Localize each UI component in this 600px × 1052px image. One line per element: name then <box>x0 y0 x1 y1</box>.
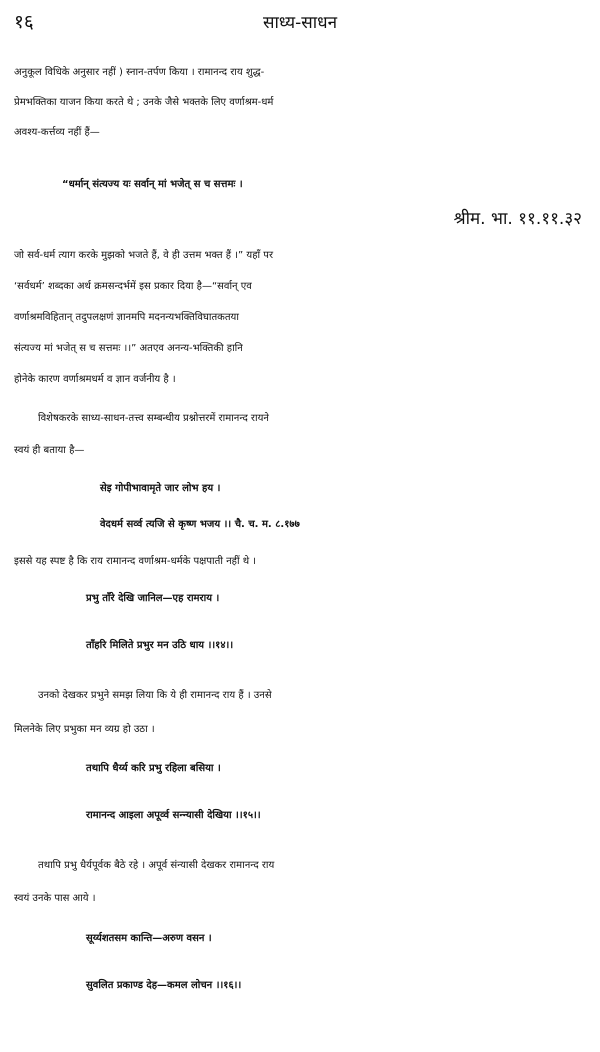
bengali-verse: सेइ गोपीभावामृते जार लोभ हय । <box>100 483 221 494</box>
text-line: इससे यह स्पष्ट है कि राय रामानन्द वर्णाश्रम-धर्मके पक्षपाती नहीं थे । <box>14 556 257 567</box>
text-line: मिलनेके लिए प्रभुका मन व्यग्र हो उठा । <box>14 724 155 735</box>
bengali-verse-large: ताँहरि मिलिते प्रभुर मन उठि धाय ।।१४।। <box>86 640 234 651</box>
text-line: उनको देखकर प्रभुने समझ लिया कि ये ही रामानन्द राय हैं । उनसे <box>38 690 272 701</box>
text-line: जो सर्व-धर्म त्याग करके मुझको भजते हैं, वे ही उत्तम भक्त हैं ।” यहाँ पर <box>14 250 274 261</box>
bengali-verse-large: तथापि धैर्य्य करि प्रभु रहिला बसिया । <box>86 763 221 774</box>
bengali-verse-large: प्रभु ताँरे देखि जानिल—एह रामराय । <box>86 593 220 604</box>
text-line: वर्णाश्रमविहितान् तदुपलक्षणं ज्ञानमपि मदनन्यभक्तिविघातकतया <box>14 312 239 323</box>
verse-citation: श्रीम. भा. ११.११.३२ <box>453 209 582 229</box>
running-title: साध्य-साधन <box>262 13 338 33</box>
text-line: अवश्य-कर्त्तव्य नहीं हैं— <box>14 127 100 138</box>
text-line: प्रेमभक्तिका याजन किया करते थे ; उनके जैसे भक्तके लिए वर्णाश्रम-धर्म <box>14 97 274 108</box>
text-line: ‘सर्वधर्म’ शब्दका अर्थ क्रमसन्दर्भमें इस प्रकार दिया है—“सर्वान् एव <box>14 281 252 292</box>
text-line: तथापि प्रभु धैर्यपूर्वक बैठे रहे । अपूर्व संन्यासी देखकर रामानन्द राय <box>38 860 275 871</box>
text-line: स्वयं उनके पास आये । <box>14 893 96 904</box>
bengali-verse-large: रामानन्द आइला अपूर्व्व सन्न्यासी देखिया ।।१५।। <box>86 810 261 821</box>
text-line: स्वयं ही बताया है— <box>14 445 85 456</box>
bengali-verse-large: सुवलित प्रकाण्ड देह—कमल लोचन ।।१६।। <box>86 980 242 991</box>
page-number: १६ <box>14 11 34 33</box>
bengali-verse-large: सूर्य्यशतसम कान्ति—अरुण वसन । <box>86 933 212 944</box>
sanskrit-verse: “धर्मान् संत्यज्य यः सर्वान् मां भजेत् स च सत्तमः । <box>62 179 243 190</box>
text-line: विशेषकरके साध्य-साधन-तत्त्व सम्बन्धीय प्रश्नोत्तरमें रामानन्द रायने <box>38 413 269 424</box>
text-line: होनेके कारण वर्णाश्रमधर्म व ज्ञान वर्जनीय है । <box>14 374 176 385</box>
text-line: संत्यज्य मां भजेत् स च सत्तमः ।।” अतएव अनन्य-भक्तिकी हानि <box>14 343 243 354</box>
bengali-verse: वेदधर्म सर्व्व त्यजि से कृष्ण भजय ।। चै. च. म. ८.१७७ <box>100 519 300 530</box>
text-line: अनुकूल विधिके अनुसार नहीं ) स्नान-तर्पण किया । रामानन्द राय शुद्ध- <box>14 67 265 78</box>
